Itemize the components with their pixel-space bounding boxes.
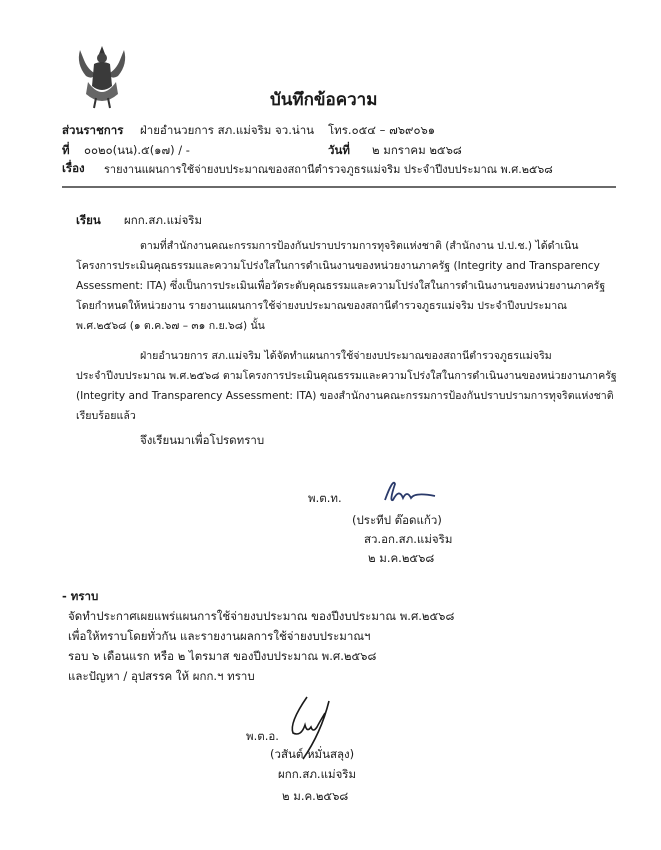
memo-title: บันทึกข้อความ [270,90,378,110]
paragraph-2 [76,346,616,426]
ref-label: ที่ [62,143,70,157]
note-heading: - ทราบ [62,589,99,603]
para1-line: พ.ศ.๒๕๖๘ (๑ ต.ค.๖๗ – ๓๑ ก.ย.๖๘) นั้น [76,320,265,332]
date-value: ๒ มกราคม ๒๕๖๘ [372,143,462,157]
para2-line: เรียบร้อยแล้ว [76,410,136,422]
para1-line: Assessment: ITA) ซึ่งเป็นการประเมินเพื่อวัดระดับคุณธรรมและความโปร่งใสในการดำเนินงานของหน่วยงานภาครัฐ [76,280,606,292]
para2-line: ประจำปีงบประมาณ พ.ศ.๒๕๖๘ ตามโครงการประเมินคุณธรรมและความโปร่งใสในการดำเนินงานของหน่วยงานภาครัฐ [76,370,617,382]
header-divider [62,186,616,188]
to-label: เรียน [76,213,101,227]
signature-1 [375,478,445,508]
para2-line: ฝ่ายอำนวยการ สภ.แม่จริม ได้จัดทำแผนการใช้จ่ายงบประมาณของสถานีตำรวจภูธรแม่จริม [140,350,552,362]
to-value: ผกก.สภ.แม่จริม [124,213,203,227]
para2-line: (Integrity and Transparency Assessment: ITA) ของสำนักงานคณะกรรมการป้องกันปราบปรามการทุจริตแห่งชาติ [76,390,614,402]
signer2-date: ๒ ม.ค.๒๕๖๘ [282,789,349,803]
signer2-name: (วสันต์ หมั่นสลุง) [270,747,355,761]
para1-line: โครงการประเมินคุณธรรมและความโปร่งใสในการดำเนินงานของหน่วยงานภาครัฐ (Integrity and Transparency [76,260,600,272]
closing-text: จึงเรียนมาเพื่อโปรดทราบ [140,433,265,447]
agency-value: ฝ่ายอำนวยการ สภ.แม่จริม จว.น่าน [140,123,315,137]
subject-value: รายงานแผนการใช้จ่ายงบประมาณของสถานีตำรวจภูธรแม่จริม ประจำปีงบประมาณ พ.ศ.๒๕๖๘ [104,163,553,176]
note-line: และปัญหา / อุปสรรค ให้ ผกก.ฯ ทราบ [68,669,255,683]
agency-label: ส่วนราชการ [62,123,124,137]
garuda-emblem [72,42,132,110]
note-line: จัดทำประกาศเผยแพร่แผนการใช้จ่ายงบประมาณ ของปีงบประมาณ พ.ศ.๒๕๖๘ [68,609,455,623]
subject-label: เรื่อง [62,161,85,175]
ref-value: ๐๐๒๐(นน).๕(๑๗) / - [84,143,190,157]
signer2-rank: พ.ต.อ. [246,729,279,743]
phone-number: โทร.๐๕๔ – ๗๖๙๐๖๑ [328,123,436,137]
date-label: วันที่ [328,143,350,157]
note-line: รอบ ๖ เดือนแรก หรือ ๒ ไตรมาส ของปีงบประมาณ พ.ศ.๒๕๖๘ [68,649,377,663]
signer2-position: ผกก.สภ.แม่จริม [278,767,357,781]
signer1-date: ๒ ม.ค.๒๕๖๘ [368,551,435,565]
signer1-position: สว.อก.สภ.แม่จริม [364,532,453,546]
signer1-name: (ประทีป ต๊อดแก้ว) [352,513,442,527]
signer1-rank: พ.ต.ท. [308,491,342,505]
para1-line: ตามที่สำนักงานคณะกรรมการป้องกันปราบปรามการทุจริตแห่งชาติ (สำนักงาน ป.ป.ช.) ได้ดำเนิน [140,240,579,252]
note-line: เพื่อให้ทราบโดยทั่วกัน และรายงานผลการใช้จ่ายงบประมาณฯ [68,629,371,643]
paragraph-1 [76,236,616,336]
para1-line: โดยกำหนดให้หน่วยงาน รายงานแผนการใช้จ่ายงบประมาณของสถานีตำรวจภูธรแม่จริม ประจำปีงบประมาณ [76,300,568,312]
